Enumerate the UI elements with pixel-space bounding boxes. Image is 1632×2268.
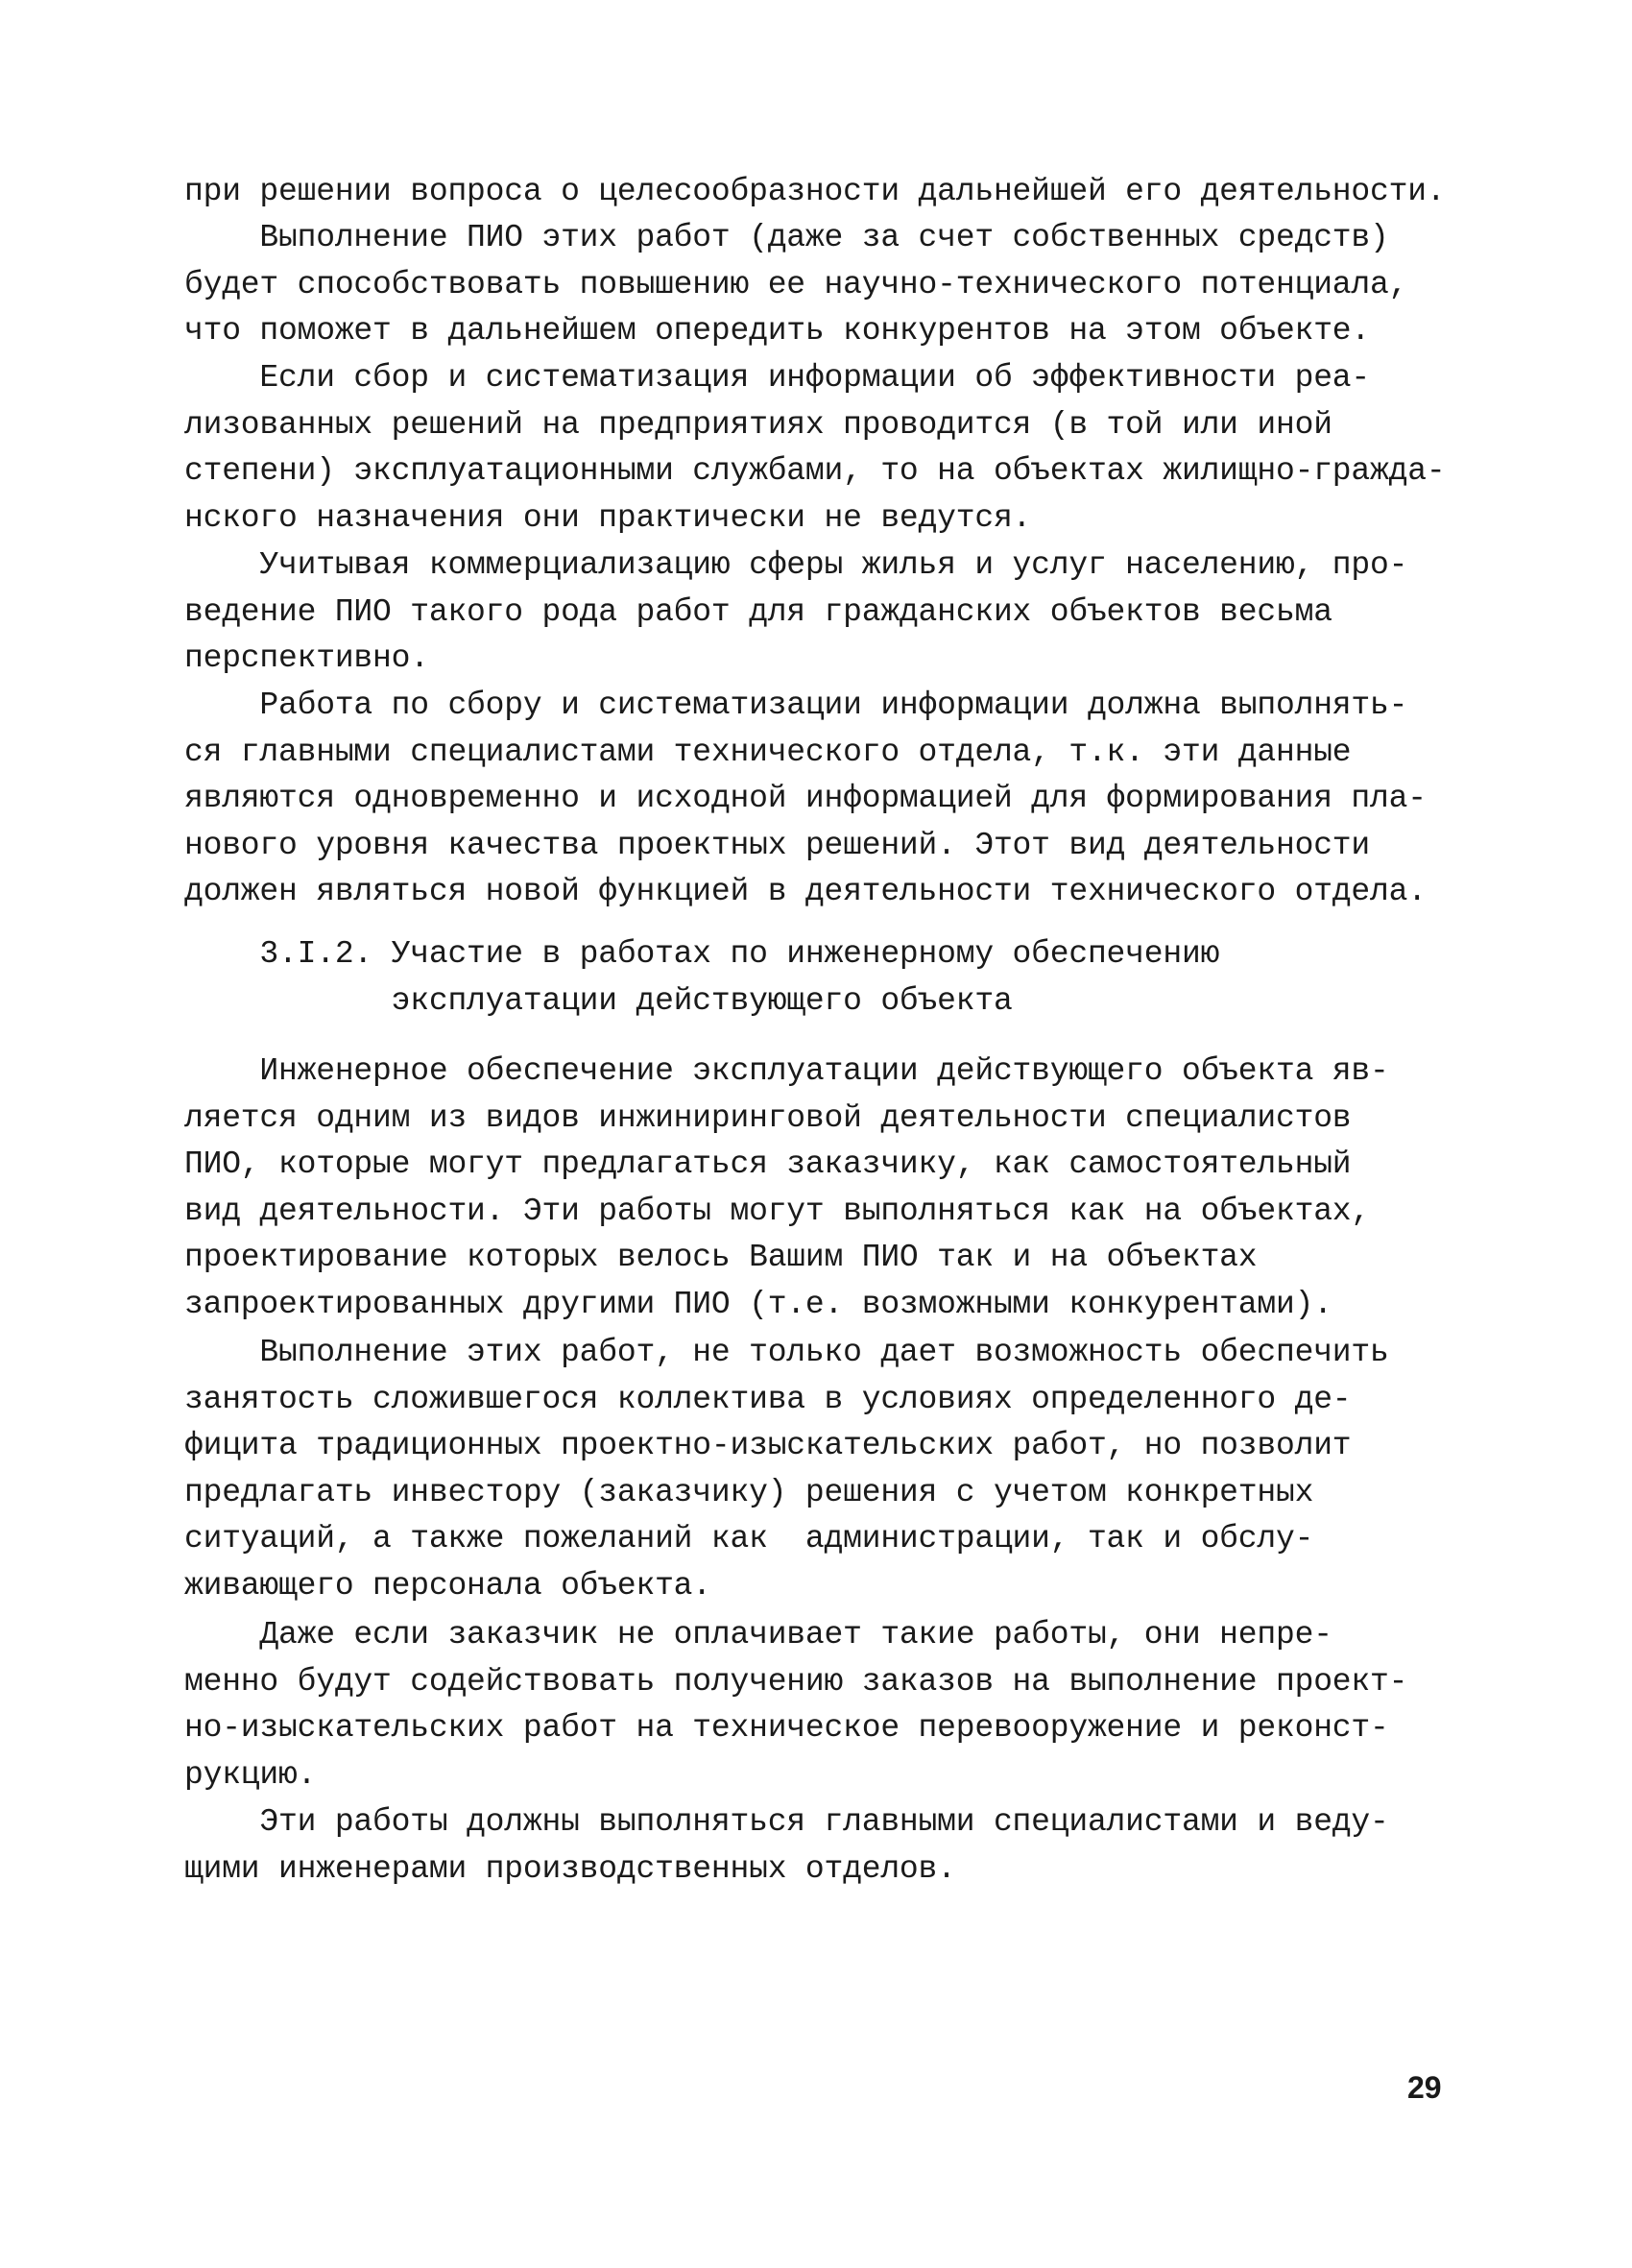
text-line: Если сбор и систематизация информации об эффективности реа- xyxy=(184,360,1371,396)
text-line: предлагать инвестору (заказчику) решения с учетом конкретных xyxy=(184,1474,1314,1510)
text-line: Выполнение этих работ, не только дает возможность обеспечить xyxy=(184,1335,1389,1370)
text-line: вид деятельности. Эти работы могут выполняться как на объектах, xyxy=(184,1193,1371,1229)
text-line: являются одновременно и исходной информацией для формирования пла- xyxy=(184,781,1427,817)
paragraph xyxy=(184,169,1509,216)
paragraph xyxy=(184,215,1509,355)
heading-line: эксплуатации действующего объекта xyxy=(184,982,1013,1019)
paragraph xyxy=(184,1049,1509,1329)
text-line: нского назначения они практически не ведутся. xyxy=(184,499,1032,536)
text-line: Работа по сбору и систематизации информации должна выполнять- xyxy=(184,688,1408,723)
paragraph xyxy=(184,1330,1509,1610)
text-line: при решении вопроса о целесообразности дальнейшей его деятельности. xyxy=(184,174,1446,209)
text-line: что поможет в дальнейшем опередить конкурентов на этом объекте. xyxy=(184,313,1371,350)
text-line: занятость сложившегося коллектива в условиях определенного де- xyxy=(184,1381,1352,1417)
text-line: перспективно. xyxy=(184,640,429,677)
text-line: лизованных решений на предприятиях проводится (в той или иной xyxy=(184,406,1332,443)
text-line: проектирование которых велось Вашим ПИО так и на объектах xyxy=(184,1240,1258,1276)
text-line: Учитывая коммерциализацию сферы жилья и услуг населению, про- xyxy=(184,547,1408,583)
paragraph xyxy=(184,355,1509,542)
text-line: ляется одним из видов инжиниринговой деятельности специалистов xyxy=(184,1099,1352,1136)
page-number: 29 xyxy=(1407,2070,1442,2105)
paragraph xyxy=(184,683,1509,916)
heading-line: 3.I.2. Участие в работах по инженерному обеспечению xyxy=(184,936,1220,972)
text-line: запроектированных другими ПИО (т.е. возможными конкурентами). xyxy=(184,1286,1332,1322)
text-line: рукцию. xyxy=(184,1756,317,1793)
text-line: должен являться новой функцией в деятельности технического отдела. xyxy=(184,874,1427,910)
text-line: Инженерное обеспечение эксплуатации действующего объекта яв- xyxy=(184,1053,1389,1089)
section-heading xyxy=(184,931,1509,1025)
text-line: ситуаций, а также пожеланий как администрации, так и обслу- xyxy=(184,1521,1314,1557)
paragraph xyxy=(184,1612,1509,1798)
text-line: нового уровня качества проектных решений. Этот вид деятельности xyxy=(184,827,1371,863)
text-line: Эти работы должны выполняться главными специалистами и веду- xyxy=(184,1804,1389,1840)
text-line: менно будут содействовать получению заказов на выполнение проект- xyxy=(184,1663,1408,1700)
paragraph xyxy=(184,543,1509,683)
text-line: ПИО, которые могут предлагаться заказчику, как самостоятельный xyxy=(184,1146,1352,1183)
text-line: Даже если заказчик не оплачивает такие работы, они непре- xyxy=(184,1617,1332,1653)
text-line: ся главными специалистами технического отдела, т.к. эти данные xyxy=(184,734,1352,770)
text-line: степени) эксплуатационными службами, то на объектах жилищно-гражда- xyxy=(184,453,1446,490)
paragraph xyxy=(184,1799,1509,1893)
text-line: щими инженерами производственных отделов. xyxy=(184,1850,956,1887)
text-line: фицита традиционных проектно-изыскательских работ, но позволит xyxy=(184,1428,1352,1464)
text-line: Выполнение ПИО этих работ (даже за счет собственных средств) xyxy=(184,220,1389,255)
text-line: будет способствовать повышению ее научно-технического потенциала, xyxy=(184,266,1408,302)
text-line: живающего персонала объекта. xyxy=(184,1567,711,1604)
text-line: но-изыскательских работ на техническое перевооружение и реконст- xyxy=(184,1710,1389,1747)
text-line: ведение ПИО такого рода работ для гражданских объектов весьма xyxy=(184,593,1332,630)
